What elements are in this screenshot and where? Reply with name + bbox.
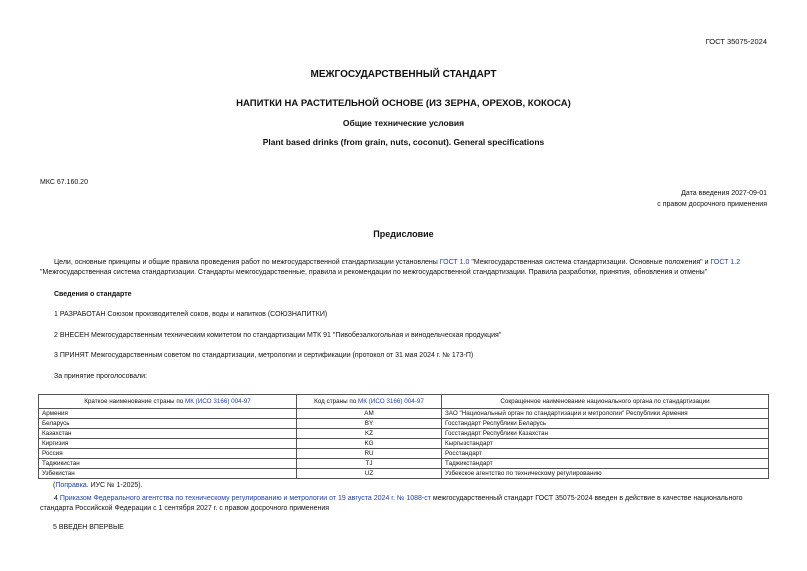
- cell-country: Беларусь: [39, 419, 297, 429]
- table-row: [39, 449, 769, 459]
- cell-standards-body: Кыргызстандарт: [442, 439, 769, 449]
- cell-country: Казахстан: [39, 429, 297, 439]
- column-header-code-text: Код страны по: [314, 398, 359, 405]
- introduction-date-block: [657, 188, 767, 210]
- item-3-adopted: 3 ПРИНЯТ Межгосударственным советом по стандартизации, метрологии и сертификации (протокол от 31 мая 2024 г. № 173-П): [54, 352, 474, 359]
- cell-standards-body: Госстандарт Республики Казахстан: [442, 429, 769, 439]
- mk-iso-3166-link[interactable]: МК (ИСО 3166) 004-97: [184, 398, 251, 405]
- cell-country: Узбекистан: [39, 469, 297, 479]
- document-title-english: Plant based drinks (from grain, nuts, coconut). General specifications: [262, 137, 545, 147]
- cell-country: Таджикистан: [39, 459, 297, 469]
- voted-label: За принятие проголосовали:: [54, 373, 147, 380]
- column-header-country: [39, 395, 297, 409]
- standard-type: МЕЖГОСУДАРСТВЕННЫЙ СТАНДАРТ: [310, 69, 497, 80]
- preface-text-b: "Межгосударственная система стандартизации. Основные положения" и: [469, 259, 711, 266]
- cell-standards-body: Росстандарт: [442, 449, 769, 459]
- mks-code: МКС 67.160.20: [40, 179, 88, 186]
- cell-code: RU: [297, 449, 442, 459]
- cell-code: BY: [297, 419, 442, 429]
- item-2-submitted: 2 ВНЕСЕН Межгосударственным техническим комитетом по стандартизации МТК 91 "Пивобезалкогольная и винодельческая продукция": [54, 332, 502, 339]
- table-row: [39, 459, 769, 469]
- introduction-date: Дата введения 2027-09-01: [681, 190, 767, 197]
- document-title: НАПИТКИ НА РАСТИТЕЛЬНОЙ ОСНОВЕ (ИЗ ЗЕРНА, ОРЕХОВ, КОКОСА): [236, 98, 571, 109]
- cell-code: KZ: [297, 429, 442, 439]
- preface-text-a: Цели, основные принципы и общие правила проведения работ по межгосударственной стандартизации установлены: [54, 259, 440, 266]
- item-4-number: 4: [54, 495, 60, 502]
- cell-code: UZ: [297, 469, 442, 479]
- preface-text-c: "Межгосударственная система стандартизации. Стандарты межгосударственные, правила и рекомендации по межгосударственной стандартизации. Правила разработки, принятия, обновления и отмены": [40, 269, 708, 276]
- table-row: [39, 469, 769, 479]
- item-5-first-introduced: 5 ВВЕДЕН ВПЕРВЫЕ: [53, 524, 124, 531]
- gost-1-2-link[interactable]: ГОСТ 1.2: [710, 259, 741, 266]
- amendment-open: (: [53, 482, 56, 489]
- column-header-standards-body: Сокращенное наименование национального органа по стандартизации: [442, 395, 769, 409]
- mk-iso-3166-link[interactable]: МК (ИСО 3166) 004-97: [358, 398, 424, 405]
- voting-countries-table: [38, 394, 769, 479]
- early-use-note: с правом досрочного применения: [657, 201, 767, 208]
- amendment-ius: . ИУС № 1-2025).: [86, 482, 143, 489]
- preface-heading: Предисловие: [373, 229, 434, 239]
- cell-standards-body: ЗАО "Национальный орган по стандартизации и метрологии" Республики Армения: [442, 409, 769, 419]
- table-body: [39, 409, 769, 479]
- preface-paragraph: [40, 258, 770, 278]
- cell-code: KG: [297, 439, 442, 449]
- table-row: [39, 409, 769, 419]
- amendment-note: [53, 482, 143, 489]
- document-subtitle: Общие технические условия: [342, 118, 465, 128]
- cell-standards-body: Таджикстандарт: [442, 459, 769, 469]
- order-link[interactable]: Приказом Федерального агентства по техническому регулированию и метрологии от 19 августа 2024 г. № 1088-ст: [59, 495, 431, 502]
- table-row: [39, 429, 769, 439]
- cell-country: Россия: [39, 449, 297, 459]
- cell-code: TJ: [297, 459, 442, 469]
- amendment-link[interactable]: Поправка: [55, 482, 87, 489]
- document-number: ГОСТ 35075-2024: [705, 37, 767, 46]
- item-4-order: [40, 494, 770, 514]
- column-header-code: [297, 395, 442, 409]
- column-header-country-text: Краткое наименование страны по: [84, 398, 185, 405]
- cell-standards-body: Госстандарт Республики Беларусь: [442, 419, 769, 429]
- table-row: [39, 439, 769, 449]
- gost-1-0-link[interactable]: ГОСТ 1.0: [439, 259, 470, 266]
- item-4-text: межгосударственный стандарт ГОСТ 35075-2024 введен в действие в качестве национального стандарта Российской Федерации с 1 сентября 2027 г. с правом досрочного применения: [40, 495, 743, 512]
- cell-country: Армения: [39, 409, 297, 419]
- standard-info-heading: Сведения о стандарте: [54, 291, 132, 298]
- table-row: [39, 419, 769, 429]
- cell-code: AM: [297, 409, 442, 419]
- item-1-developed: 1 РАЗРАБОТАН Союзом производителей соков, воды и напитков (СОЮЗНАПИТКИ): [54, 311, 328, 318]
- cell-standards-body: Узбекское агентство по техническому регулированию: [442, 469, 769, 479]
- table-header-row: [39, 395, 769, 409]
- cell-country: Киргизия: [39, 439, 297, 449]
